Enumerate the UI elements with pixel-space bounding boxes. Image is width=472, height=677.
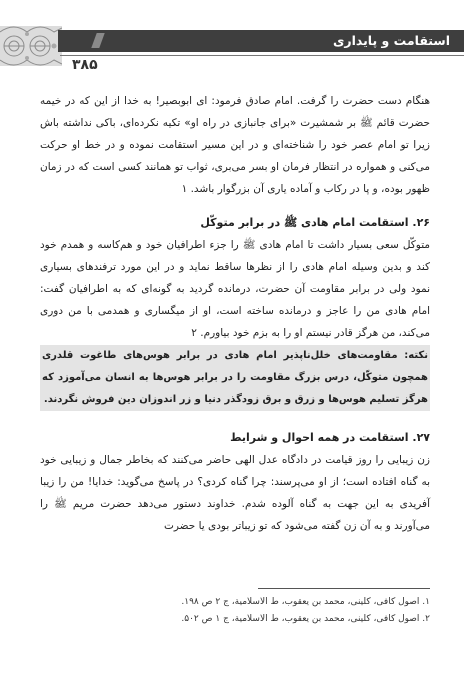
- note-box: نکته: مقاومت‌های خلل‌ناپذیر امام هادی در برابر هوس‌های طاغوت قلدری همچون متوکّل، درس بزرگ مقاومت را در برابر هوس‌ها به انسان می‌آموزد که هرگز تسلیم هوس‌ها و زرق و برق زودگذر دنیا و زر اندوزان دین فروش نگردند.: [40, 345, 430, 411]
- main-text: [40, 90, 430, 537]
- paragraph-beautiful-woman: زن زیبایی را روز قیامت در دادگاه عدل الهی حاضر می‌کنند که بخاطر جمال و زیبایی خود به گناه افتاده است؛ از او می‌پرسند: چرا گناه کردی؟ در پاسخ می‌گوید: خدایا! من را زیبا آفریدی به این جهت به گناه آلوده شدم. خداوند دستور می‌دهد حضرت مریم ﷺ را می‌آورند و به آن زن گفته می‌شود که تو زیباتر بودی یا حضرت: [40, 454, 430, 532]
- page-number: ۳۸۵: [72, 57, 98, 73]
- header-ornament: [0, 22, 62, 72]
- paragraph-mutawakkil: متوکّل سعی بسیار داشت تا امام هادی ﷺ را جزء اطرافیان خود و هم‌کاسه و همدم خود کند و بدین وسیله امام هادی را از نظرها ساقط نماید و در این مورد ترفندهای بسیاری نمود ولی در برابر مقاومت آن حضرت، درمانده گردید به گونه‌ای که به اطرافیان گفت: امام هادی من را عاجز و درمانده ساخته است، او از میگساری و همدمی با من دوری می‌کند، من هرگز قادر نیستم او را به بزم خود بیاورم. ۲: [40, 239, 430, 339]
- footnote-1: ۱. اصول کافی، کلینی، محمد بن یعقوب، ط الاسلامیة، ج ۲ ص ۱۹۸.: [181, 597, 430, 607]
- section-title-26: ۲۶. استقامت امام هادی ﷺ در برابر متوکّل: [200, 216, 430, 229]
- footnote-2: ۲. اصول کافی، کلینی، محمد بن یعقوب، ط الاسلامیة، ج ۱ ص ۵۰۲.: [181, 614, 430, 624]
- chapter-title: استقامت و پایداری: [332, 33, 450, 48]
- header-rule: [60, 55, 464, 56]
- section-title-27: ۲۷. استقامت در همه احوال و شرایط: [230, 431, 430, 444]
- footnotes: [40, 594, 430, 628]
- header-band: [58, 30, 464, 52]
- paragraph-abu-basir: هنگام دست حضرت را گرفت. امام صادق فرمود: ای ابوبصیر! به خدا از این که در خیمه حضرت قائم ﷺ بر شمشیرت «برای جانبازی در راه او» تکیه نکرده‌ای، باکی نداشته باش زیرا تو امام عصر خود را شناخته‌ای و در این مسیر استقامت نموده و در خط او حرکت می‌کنی و همواره در انتظار فرمان او بسر می‌بری، ثواب تو همانند کسی است که در زمان ظهور بوده، و پا در رکاب و آماده یاری آن بزرگوار باشد. ۱: [40, 95, 430, 195]
- footnote-rule: [258, 588, 430, 589]
